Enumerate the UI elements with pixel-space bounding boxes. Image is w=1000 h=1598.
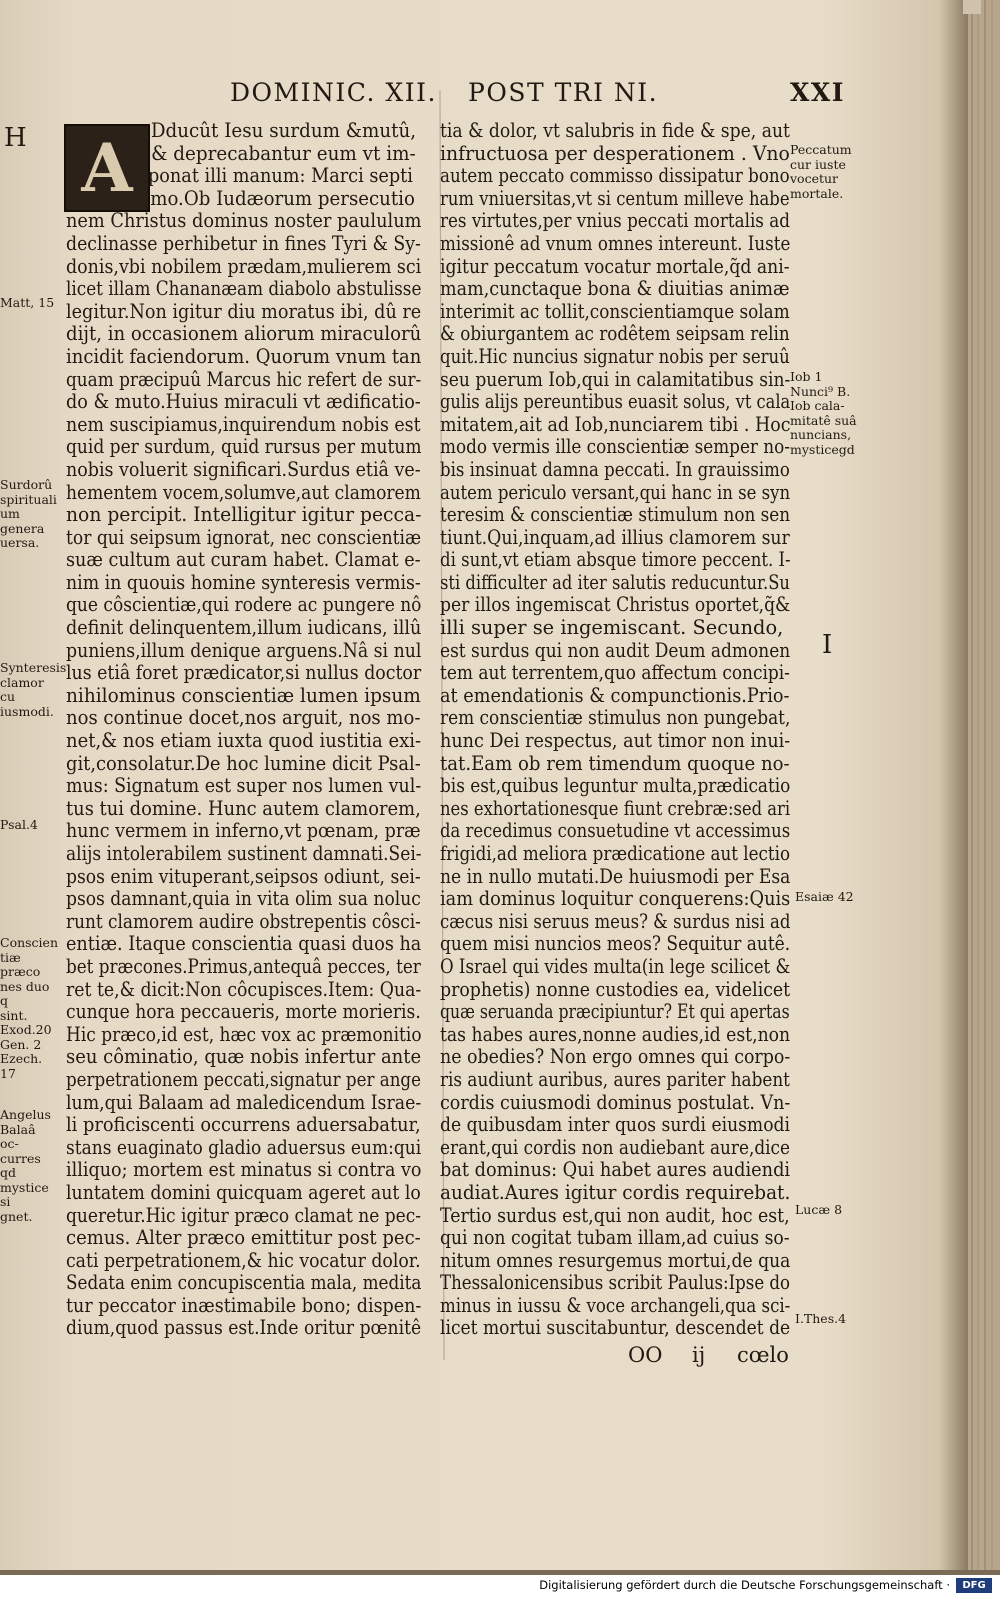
text-line: audiat.Aures igitur cordis requirebat. (440, 1180, 791, 1204)
text-line: tus tui domine. Hunc autem clamorem, (66, 796, 421, 820)
text-line: bis est,quibus leguntur multa,prædicatio (440, 774, 791, 798)
margin-note-esaiae: Esaiæ 42 (795, 889, 854, 904)
text-line: puniens,illum denique arguens.Nâ si nul (66, 638, 422, 662)
text-line: Dducût Iesu surdum &mutû, (150, 119, 417, 142)
text-line: quid per surdum, quid rursus per mutum (66, 435, 422, 459)
text-line: tiunt.Qui,inquam,ad illius clamorem sur (440, 525, 790, 549)
text-line: teresim & conscientiæ stimulum non sen (440, 503, 791, 527)
text-line: bis insinuat damna peccati. In grauissimo (440, 457, 790, 481)
text-line: frigidi,ad meliora prædicatione aut lectio (440, 842, 791, 865)
text-line: modo vermis ille conscientiæ semper no- (440, 435, 790, 459)
text-line: ne in nullo mutati.De huiusmodi per Esa (440, 864, 791, 888)
text-line: tas habes aures,nonne audies,id est,non (440, 1022, 791, 1046)
text-line: nes exhortationesque fiunt crebræ:sed ari (440, 796, 791, 820)
text-line: git,consolatur.De hoc lumine dicit Psal- (66, 751, 421, 775)
left-margin-note-surdorum: Surdorû spirituali um genera uersa. (0, 477, 57, 550)
text-line: da recedimus consuetudine vt accessimus (440, 819, 791, 843)
text-line: net,& nos etiam iuxta quod iustitia exi- (66, 729, 422, 753)
text-line: cunque hora peccaueris, morte morieris. (66, 1000, 421, 1024)
text-line: Tertio surdus est,qui non audit, hoc est, (440, 1203, 790, 1227)
text-line: tor qui seipsum ignorat, nec conscientiæ (66, 525, 422, 549)
text-line: tem aut terrentem,quo affectum concipi- (440, 661, 790, 685)
text-line: psos enim vituperant,seipsos odiunt, sei- (66, 864, 421, 888)
text-line: ne obedies? Non ergo omnes qui corpo- (440, 1045, 791, 1069)
text-line: queretur.Hic igitur præco clamat ne pec- (66, 1203, 422, 1227)
text-line: cæcus nisi seruus meus? & surdus nisi ad (440, 909, 791, 933)
text-line: res virtutes,per vnius peccati mortalis ad (440, 209, 790, 233)
text-line: tat.Eam ob rem timendum quoque no- (440, 751, 790, 775)
text-line: gulis alijs pereuntibus euasit solus, vt cala (440, 390, 791, 414)
dfg-logo: DFG (956, 1578, 992, 1593)
text-line: tia & dolor, vt salubris in fide & spe, aut (440, 119, 790, 142)
text-line: legitur.Non igitur diu moratus ibi, dû re (66, 299, 422, 323)
text-line: dium,quod passus est.Inde oritur pœnitê (66, 1316, 422, 1340)
text-line: seu côminatio, quæ nobis infertur ante (66, 1045, 422, 1069)
text-line: mitatem,ait ad Iob,nunciarem tibi . Hoc (440, 412, 791, 436)
edge-letter: H (4, 123, 27, 153)
text-line: per illos ingemiscat Christus oportet,q̃& (440, 593, 791, 617)
folio-number: XXI (790, 78, 845, 107)
text-line: non percipit. Intelligitur igitur pecca- (66, 503, 422, 527)
text-line: infructuosa per desperationem . Vno (440, 141, 790, 165)
text-line: nem Christus dominus noster paululum (66, 209, 422, 233)
text-line: suæ cultum aut curam habet. Clamat e- (66, 548, 421, 572)
signature-number: ij (692, 1343, 706, 1367)
text-column-right (440, 120, 790, 1340)
text-line: nihilominus conscientiæ lumen ipsum (66, 683, 421, 707)
text-line: est surdus qui non audit Deum admonen (440, 638, 791, 662)
text-line: perpetrationem peccati,signatur per ange (66, 1067, 421, 1091)
text-line: minus in iussu & voce archangeli,qua sci- (440, 1293, 791, 1317)
text-line: ris audiunt auribus, aures pariter habent (440, 1067, 790, 1091)
text-line: lum,qui Balaam ad maledicendum Israe- (66, 1090, 422, 1114)
left-margin-note-matt: Matt, 15 (0, 295, 55, 310)
text-line: iam dominus loquitur conquerens:Quis (440, 887, 791, 911)
text-line: O Israel qui vides multa(in lege scilicet & (440, 954, 791, 978)
text-line: & obiurgantem ac rodêtem seipsam relin (440, 322, 790, 346)
text-line: entiæ. Itaque conscientia quasi duos ha (66, 932, 422, 956)
text-line: tur peccator inæstimabile bono; dispen- (66, 1293, 422, 1317)
text-line: & deprecabantur eum vt im- (151, 141, 416, 165)
running-head-left: DOMINIC. XII. (230, 78, 437, 107)
text-line: quem misi nuncios meos? Sequitur autê. (440, 932, 791, 956)
text-line: nobis voluerit significari.Surdus etiâ ve- (66, 457, 421, 481)
text-line: luntatem domini quicquam ageret aut lo (66, 1180, 421, 1204)
text-line: igitur peccatum vocatur mortale,q̃d ani- (440, 254, 790, 278)
text-line: illi super se ingemiscant. Secundo, (440, 616, 784, 640)
text-line: qui non cogitat tubam illam,ad cuius so- (440, 1226, 790, 1250)
text-line: bet præcones.Primus,antequâ pecces, ter (66, 954, 421, 978)
footer-credit: Digitalisierung gefördert durch die Deutsche Forschungsgemeinschaft · (539, 1578, 950, 1592)
text-line: incidit faciendorum. Quorum vnum tan (66, 344, 422, 368)
text-line: sti difficulter ad iter salutis reducuntur.Su (440, 570, 790, 594)
text-line: ponat illi manum: Marci septi (147, 164, 413, 188)
text-line: ret te,& dicit:Non côcupisces.Item: Qua- (66, 977, 422, 1001)
text-line: hunc vermem in inferno,vt pœnam, præ (66, 819, 421, 843)
text-line: de quibusdam inter quos surdi eiusmodi (440, 1113, 790, 1137)
text-line: stans euaginato gladio aduersus eum:qui (66, 1135, 422, 1159)
text-line: nim in quouis homine synteresis vermis- (66, 570, 421, 594)
text-line: mus: Signatum est super nos lumen vul- (66, 774, 422, 798)
text-line: erant,qui cordis non audiebant aure,dice (440, 1135, 790, 1159)
text-line: hunc Dei respectus, aut timor non inui- (440, 729, 791, 753)
text-line: Thessalonicensibus scribit Paulus:Ipse do (440, 1271, 791, 1295)
text-line: autem peccato commisso dissipatur bono (440, 164, 790, 188)
text-line: licet mortui suscitabuntur, descendet de (440, 1316, 791, 1340)
text-line: declinasse perhibetur in fines Tyri & Sy- (66, 231, 421, 255)
text-line: donis,vbi nobilem prædam,mulierem sci (66, 254, 422, 278)
text-column-left (66, 120, 421, 1340)
digitization-footer (0, 1575, 1000, 1598)
text-line: hementem vocem,solumve,aut clamorem (66, 480, 421, 504)
left-margin-note-angelus: Angelus Balaâ oc- curres qd mystice si gnet. (0, 1107, 51, 1224)
text-line: runt clamorem audire obstrepentis côsci- (66, 909, 421, 933)
text-line: quit.Hic nuncius signatur nobis per seruû (440, 344, 790, 368)
text-line: do & muto.Huius miraculi vt ædificatio- (66, 390, 421, 414)
text-line: licet illam Chananæam diabolo abstulisse (66, 277, 422, 301)
left-margin-note-psal: Psal.4 (0, 817, 38, 832)
text-line: psos damnant,quia in vita olim sua noluc (66, 887, 421, 911)
running-head-middle: POST TRI NI. (468, 78, 659, 107)
margin-note-lucae: Lucæ 8 (795, 1202, 843, 1217)
text-line: di sunt,vt etiam absque timore peccent. I- (440, 548, 791, 572)
text-line: cordis cuiusmodi dominus postulat. Vn- (440, 1090, 791, 1114)
text-line: rum vniuersitas,vt si centum milleve habe (440, 186, 790, 210)
text-line: quam præcipuû Marcus hic refert de sur- (66, 367, 422, 391)
text-line: lus etiâ foret prædicator,si nullus doctor (66, 661, 422, 685)
text-line: que côscientiæ,qui rodere ac pungere nô (66, 593, 422, 617)
text-line: Hic præco,id est, hæc vox ac præmonitio (66, 1022, 422, 1046)
text-line: autem periculo versant,qui hanc in se syn (440, 480, 791, 504)
left-margin-note-conscientiae: Conscien tiæ præco nes duo q sint. Exod.20 Gen. 2 Ezech. 17 (0, 935, 59, 1081)
text-line: prophetis) nonne custodies ea, videlicet (440, 977, 791, 1001)
text-line: seu puerum Iob,qui in calamitatibus sin- (440, 367, 791, 391)
text-line: quæ seruanda præcipiuntur? Et qui apertas (440, 1000, 790, 1024)
margin-note-thes: I.Thes.4 (795, 1311, 847, 1326)
text-line: bat dominus: Qui habet aures audiendi (440, 1158, 791, 1182)
text-line: cemus. Alter præco emittitur post pec- (66, 1226, 421, 1250)
text-line: definit delinquentem,illum iudicans, illû (66, 616, 422, 640)
text-line: dijt, in occasionem aliorum miraculorû (66, 322, 422, 346)
left-margin-note-synteresis: Synteresis clamor cu iusmodi. (0, 660, 67, 719)
text-line: Sedata enim concupiscentia mala, medita (66, 1271, 422, 1295)
text-line: at emendationis & compunctionis.Prio- (440, 683, 790, 707)
text-line: nem suscipiamus,inquirendum nobis est (66, 412, 421, 436)
text-line: cati perpetrationem,& hic vocatur dolor. (66, 1248, 421, 1272)
text-line: li proficiscenti occurrens aduersabatur, (66, 1113, 421, 1137)
text-line: mo.Ob Iudæorum persecutio (150, 186, 415, 210)
catchword: cœlo (737, 1343, 789, 1367)
text-line: rem conscientiæ stimulus non pungebat, (440, 706, 791, 730)
text-line: nitum omnes resurgemus mortui,de qua (440, 1248, 791, 1272)
text-line: mam,cunctaque bona & diuitias animæ (440, 277, 790, 301)
text-line: nos continue docet,nos arguit, nos mo- (66, 706, 421, 730)
text-line: alijs intolerabilem sustinent damnati.Sei- (66, 842, 422, 865)
text-line: interimit ac tollit,conscientiamque solam (440, 299, 790, 323)
signature-mark: OO (628, 1343, 663, 1367)
text-line: illiquo; mortem est minatus si contra vo (66, 1158, 422, 1182)
margin-note-peccatum: Peccatum cur iuste vocetur mortale. (790, 142, 852, 201)
margin-note-iob: Iob 1 Nunci⁹ B. Iob cala- mitatê suâ nuncians, mysticegd (790, 369, 857, 457)
text-line: missionê ad vnum omnes intereunt. Iuste (440, 231, 791, 255)
margin-section-mark: I (822, 630, 833, 660)
initial-letter: A (81, 129, 133, 207)
